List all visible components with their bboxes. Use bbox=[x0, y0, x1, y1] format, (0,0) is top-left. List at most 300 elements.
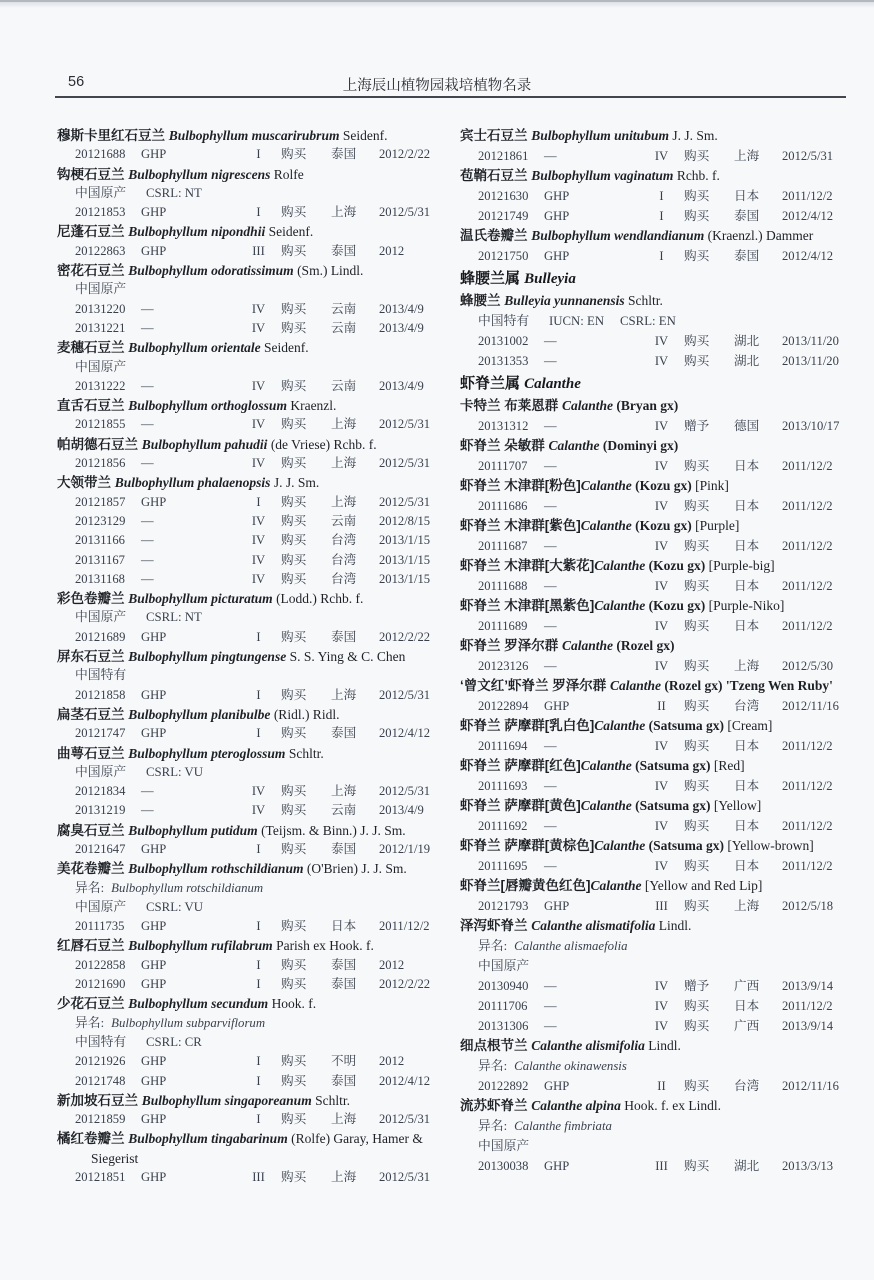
accession-row bbox=[460, 896, 848, 916]
name-chinese: 宾士石豆兰 bbox=[460, 128, 532, 143]
origin-place: 日本 bbox=[734, 539, 760, 553]
source-code: GHP bbox=[544, 899, 570, 913]
acquisition-method: 购买 bbox=[684, 249, 710, 263]
source-code: GHP bbox=[141, 205, 167, 220]
accession-number: 20121793 bbox=[478, 899, 529, 913]
name-author: (Satsuma gx) bbox=[645, 838, 725, 853]
source-code: GHP bbox=[544, 1079, 570, 1093]
accession-number: 20123126 bbox=[478, 659, 529, 673]
grade: I bbox=[659, 209, 664, 223]
origin-place: 泰国 bbox=[331, 243, 357, 258]
acquisition-date: 2012/1/19 bbox=[379, 841, 431, 856]
origin-place: 泰国 bbox=[331, 147, 357, 162]
grade: I bbox=[256, 919, 261, 934]
name-author: (Kozu gx) bbox=[645, 598, 706, 613]
name-chinese: 虾脊兰[唇瓣黄色红色] bbox=[460, 878, 591, 893]
name-chinese: 虾脊兰属 bbox=[460, 375, 525, 392]
species-name bbox=[460, 1036, 848, 1056]
name-author: Rchb. f. bbox=[673, 168, 720, 183]
name-latin: Calanthe bbox=[594, 718, 646, 733]
species-name bbox=[57, 859, 441, 878]
name-author: Rolfe bbox=[270, 166, 304, 182]
acquisition-method: 购买 bbox=[684, 699, 710, 713]
name-chinese: ‘曾文红’虾脊兰 罗泽尔群 bbox=[460, 678, 611, 693]
accession-row bbox=[460, 1156, 848, 1176]
origin-place: 上海 bbox=[331, 687, 357, 702]
source-code: — bbox=[544, 979, 557, 993]
accession-row bbox=[460, 146, 848, 166]
acquisition-date: 2012/4/12 bbox=[379, 1073, 431, 1088]
acquisition-date: 2012/5/31 bbox=[782, 149, 834, 163]
synonym-value: Bulbophyllum subparviflorum bbox=[111, 1015, 266, 1030]
name-latin: Bulleyia bbox=[524, 271, 576, 287]
conservation-code: IUCN: EN bbox=[549, 314, 605, 328]
source-code: GHP bbox=[141, 1112, 167, 1127]
grade: I bbox=[659, 189, 664, 203]
name-latin: Calanthe bbox=[562, 398, 614, 413]
species-entry bbox=[57, 744, 441, 821]
species-name bbox=[57, 705, 441, 724]
acquisition-date: 2012/2/22 bbox=[379, 977, 431, 992]
species-entry bbox=[460, 876, 848, 916]
acquisition-date: 2011/12/2 bbox=[782, 999, 833, 1013]
name-author: (Satsuma gx) bbox=[631, 758, 711, 773]
name-author: J. J. Sm. bbox=[668, 128, 718, 143]
species-name bbox=[57, 126, 441, 145]
accession-row bbox=[460, 536, 848, 556]
species-entry bbox=[57, 859, 441, 936]
source-code: GHP bbox=[544, 249, 570, 263]
synonym-value: Bulbophyllum rotschildianum bbox=[111, 880, 264, 895]
accession-row bbox=[57, 415, 441, 434]
origin-place: 日本 bbox=[734, 619, 760, 633]
grade: I bbox=[256, 1073, 261, 1088]
acquisition-date: 2012 bbox=[379, 243, 405, 258]
species-entry bbox=[460, 476, 848, 516]
source-code: GHP bbox=[141, 243, 167, 258]
grade: I bbox=[256, 977, 261, 992]
source-code: GHP bbox=[141, 629, 167, 644]
acquisition-date: 2012/5/31 bbox=[379, 494, 431, 509]
source-code: GHP bbox=[544, 1159, 570, 1173]
synonym-line bbox=[460, 936, 848, 956]
acquisition-date: 2012/11/16 bbox=[782, 1079, 839, 1093]
name-latin: Bulbophyllum putidum bbox=[128, 822, 258, 838]
accession-row bbox=[57, 975, 441, 994]
origin-place: 湖北 bbox=[734, 334, 760, 348]
synonym-value: Calanthe alismaefolia bbox=[514, 939, 628, 953]
acquisition-method: 购买 bbox=[684, 459, 710, 473]
species-entry bbox=[460, 836, 848, 876]
species-entry bbox=[460, 676, 848, 716]
name-author: Schltr. bbox=[285, 745, 324, 761]
species-entry bbox=[57, 126, 441, 165]
origin-place: 泰国 bbox=[331, 629, 357, 644]
grade: IV bbox=[654, 354, 669, 368]
origin-place: 上海 bbox=[331, 494, 357, 509]
origin-line bbox=[57, 358, 441, 377]
accession-row bbox=[57, 300, 441, 319]
source-code: — bbox=[544, 659, 557, 673]
grade: IV bbox=[251, 301, 266, 316]
source-code: — bbox=[544, 999, 557, 1013]
name-author: [Purple] bbox=[691, 518, 740, 533]
accession-row bbox=[57, 840, 441, 859]
species-entry bbox=[460, 1036, 848, 1096]
name-chinese: 帕胡德石豆兰 bbox=[57, 436, 142, 452]
species-name bbox=[460, 126, 848, 146]
acquisition-date: 2011/12/2 bbox=[782, 579, 833, 593]
acquisition-method: 购买 bbox=[684, 659, 710, 673]
acquisition-date: 2012 bbox=[379, 1054, 405, 1069]
acquisition-method: 购买 bbox=[684, 739, 710, 753]
accession-number: 20121859 bbox=[75, 1112, 126, 1127]
name-author: (Lodd.) Rchb. f. bbox=[272, 591, 364, 607]
accession-row bbox=[57, 531, 441, 550]
grade: IV bbox=[654, 419, 669, 433]
origin-place: 日本 bbox=[734, 859, 760, 873]
origin-place: 日本 bbox=[331, 919, 357, 934]
name-author: (Kozu gx) bbox=[631, 478, 692, 493]
origin-place: 泰国 bbox=[331, 957, 357, 972]
species-name bbox=[460, 1096, 848, 1116]
acquisition-date: 2013/11/20 bbox=[782, 334, 839, 348]
accession-number: 20121851 bbox=[75, 1170, 126, 1185]
name-author: S. S. Ying & C. Chen bbox=[286, 649, 406, 665]
acquisition-date: 2013/1/15 bbox=[379, 571, 431, 586]
acquisition-date: 2012/5/30 bbox=[782, 659, 834, 673]
name-author: [Red] bbox=[710, 758, 745, 773]
accession-row bbox=[460, 996, 848, 1016]
acquisition-method: 购买 bbox=[684, 619, 710, 633]
origin-status: 中国原产 bbox=[75, 185, 127, 200]
species-name bbox=[57, 1129, 441, 1168]
accession-number: 20121855 bbox=[75, 417, 126, 432]
genus-entry bbox=[460, 374, 848, 394]
species-name bbox=[460, 836, 848, 856]
grade: II bbox=[657, 1079, 666, 1093]
origin-place: 云南 bbox=[331, 320, 357, 335]
name-latin: Bulbophyllum phalaenopsis bbox=[114, 475, 271, 491]
acquisition-date: 2013/1/15 bbox=[379, 552, 431, 567]
source-code: — bbox=[544, 819, 557, 833]
origin-line bbox=[57, 608, 441, 627]
acquisition-date: 2011/12/2 bbox=[782, 739, 833, 753]
acquisition-date: 2011/12/2 bbox=[782, 459, 833, 473]
acquisition-date: 2012/8/15 bbox=[379, 513, 431, 528]
name-chinese: 虾脊兰 罗泽尔群 bbox=[460, 638, 563, 653]
acquisition-date: 2011/12/2 bbox=[379, 919, 430, 934]
origin-place: 湖北 bbox=[734, 1159, 760, 1173]
conservation-code: CSRL: NT bbox=[146, 610, 202, 625]
name-latin: Bulbophyllum pahudii bbox=[141, 436, 268, 452]
acquisition-date: 2011/12/2 bbox=[782, 779, 833, 793]
species-name bbox=[460, 716, 848, 736]
accession-row bbox=[460, 976, 848, 996]
origin-status: 中国原产 bbox=[75, 610, 127, 625]
source-code: — bbox=[544, 619, 557, 633]
source-code: GHP bbox=[141, 919, 167, 934]
origin-place: 泰国 bbox=[331, 977, 357, 992]
acquisition-method: 购买 bbox=[684, 499, 710, 513]
origin-line bbox=[57, 280, 441, 299]
acquisition-date: 2012/5/31 bbox=[379, 417, 431, 432]
origin-place: 日本 bbox=[734, 459, 760, 473]
source-code: — bbox=[141, 456, 154, 471]
species-name bbox=[57, 821, 441, 840]
acquisition-date: 2012 bbox=[379, 957, 405, 972]
genus-name bbox=[460, 269, 848, 289]
accession-number: 20122858 bbox=[75, 957, 126, 972]
grade: I bbox=[256, 147, 261, 162]
acquisition-method: 购买 bbox=[281, 147, 307, 162]
acquisition-date: 2013/4/9 bbox=[379, 378, 424, 393]
acquisition-method: 购买 bbox=[684, 334, 710, 348]
acquisition-method: 购买 bbox=[684, 539, 710, 553]
name-chinese: 屏东石豆兰 bbox=[57, 649, 129, 665]
accession-row bbox=[57, 454, 441, 473]
name-author: (O'Brien) J. J. Sm. bbox=[303, 861, 407, 877]
acquisition-method: 购买 bbox=[684, 209, 710, 223]
name-latin: Bulbophyllum tingabarinum bbox=[128, 1131, 288, 1147]
name-latin: Bulbophyllum rothschildianum bbox=[128, 861, 304, 877]
origin-place: 日本 bbox=[734, 579, 760, 593]
name-chinese: 虾脊兰 萨摩群[乳白色] bbox=[460, 718, 595, 733]
accession-row bbox=[57, 377, 441, 396]
acquisition-date: 2012/4/12 bbox=[379, 726, 431, 741]
grade: II bbox=[657, 699, 666, 713]
species-entry bbox=[57, 165, 441, 223]
origin-place: 日本 bbox=[734, 739, 760, 753]
name-latin: Calanthe bbox=[594, 598, 646, 613]
source-code: — bbox=[544, 739, 557, 753]
acquisition-date: 2012/5/31 bbox=[379, 1112, 431, 1127]
acquisition-date: 2012/5/31 bbox=[379, 456, 431, 471]
source-code: — bbox=[141, 301, 154, 316]
name-chinese: 虾脊兰 木津群[大紫花] bbox=[460, 558, 595, 573]
acquisition-method: 购买 bbox=[684, 779, 710, 793]
accession-number: 20122892 bbox=[478, 1079, 529, 1093]
grade: IV bbox=[654, 819, 669, 833]
origin-place: 云南 bbox=[331, 513, 357, 528]
grade: I bbox=[256, 629, 261, 644]
grade: IV bbox=[654, 619, 669, 633]
name-latin: Calanthe bbox=[524, 376, 581, 392]
species-name bbox=[57, 994, 441, 1013]
name-author: (Rozel gx) bbox=[613, 638, 675, 653]
species-name bbox=[57, 338, 441, 357]
source-code: GHP bbox=[141, 977, 167, 992]
acquisition-date: 2012/4/12 bbox=[782, 209, 834, 223]
accession-row bbox=[57, 551, 441, 570]
name-author: J. J. Sm. bbox=[270, 475, 320, 491]
name-chinese: 直舌石豆兰 bbox=[57, 398, 129, 414]
origin-place: 台湾 bbox=[331, 571, 357, 586]
accession-row bbox=[460, 186, 848, 206]
genus-name bbox=[460, 374, 848, 394]
acquisition-method: 购买 bbox=[684, 819, 710, 833]
synonym-label: 异名: bbox=[478, 1119, 508, 1133]
species-name bbox=[57, 744, 441, 763]
origin-place: 台湾 bbox=[734, 1079, 760, 1093]
origin-status: 中国原产 bbox=[75, 359, 127, 374]
origin-place: 云南 bbox=[331, 301, 357, 316]
name-author: (Sm.) Lindl. bbox=[293, 263, 364, 279]
name-latin: Bulbophyllum nipondhii bbox=[128, 224, 266, 240]
origin-line bbox=[57, 1033, 441, 1052]
acquisition-date: 2012/5/31 bbox=[379, 1170, 431, 1185]
species-entry bbox=[460, 796, 848, 836]
accession-row bbox=[460, 1076, 848, 1096]
name-latin: Bulbophyllum pingtungense bbox=[128, 649, 287, 665]
species-entry bbox=[460, 596, 848, 636]
accession-number: 20121689 bbox=[75, 629, 126, 644]
accession-row bbox=[460, 776, 848, 796]
grade: IV bbox=[251, 378, 266, 393]
species-name bbox=[57, 936, 441, 955]
acquisition-method: 购买 bbox=[684, 899, 710, 913]
accession-row bbox=[460, 351, 848, 371]
source-code: GHP bbox=[141, 841, 167, 856]
accession-number: 20111735 bbox=[75, 919, 125, 934]
species-entry bbox=[57, 994, 441, 1090]
grade: IV bbox=[251, 803, 266, 818]
name-author: (Bryan gx) bbox=[613, 398, 679, 413]
species-name bbox=[460, 916, 848, 936]
grade: IV bbox=[654, 1019, 669, 1033]
species-entry bbox=[57, 936, 441, 994]
acquisition-date: 2013/10/17 bbox=[782, 419, 840, 433]
name-latin: Calanthe bbox=[580, 798, 632, 813]
source-code: GHP bbox=[141, 687, 167, 702]
species-entry bbox=[460, 716, 848, 756]
accession-number: 20131306 bbox=[478, 1019, 529, 1033]
acquisition-method: 购买 bbox=[684, 999, 710, 1013]
grade: IV bbox=[251, 417, 266, 432]
species-name bbox=[460, 676, 848, 696]
synonym-value: Calanthe okinawensis bbox=[514, 1059, 627, 1073]
name-author: (Satsuma gx) bbox=[631, 798, 711, 813]
name-chinese: 虾脊兰 萨摩群[黄色] bbox=[460, 798, 581, 813]
acquisition-date: 2011/12/2 bbox=[782, 189, 833, 203]
origin-status: 中国原产 bbox=[75, 899, 127, 914]
accession-number: 20121630 bbox=[478, 189, 529, 203]
accession-number: 20131166 bbox=[75, 533, 125, 548]
name-author: (Teijsm. & Binn.) J. J. Sm. bbox=[257, 822, 406, 838]
accession-row bbox=[460, 416, 848, 436]
accession-number: 20111692 bbox=[478, 819, 528, 833]
name-chinese: 卡特兰 布莱恩群 bbox=[460, 398, 563, 413]
acquisition-method: 购买 bbox=[281, 494, 307, 509]
source-code: GHP bbox=[141, 494, 167, 509]
acquisition-date: 2013/9/14 bbox=[782, 979, 834, 993]
accession-row bbox=[57, 493, 441, 512]
grade: I bbox=[256, 494, 261, 509]
grade: I bbox=[256, 1112, 261, 1127]
acquisition-method: 购买 bbox=[281, 629, 307, 644]
species-entry bbox=[57, 396, 441, 435]
source-code: — bbox=[544, 419, 557, 433]
name-latin: Calanthe bbox=[580, 758, 632, 773]
accession-row bbox=[57, 1072, 441, 1091]
accession-row bbox=[57, 1052, 441, 1071]
acquisition-method: 购买 bbox=[281, 687, 307, 702]
origin-place: 云南 bbox=[331, 803, 357, 818]
name-author: (Kozu gx) bbox=[631, 518, 692, 533]
species-name bbox=[460, 166, 848, 186]
species-name bbox=[460, 226, 848, 246]
species-entry bbox=[460, 1096, 848, 1176]
species-entry bbox=[57, 261, 441, 338]
acquisition-method: 购买 bbox=[281, 726, 307, 741]
species-entry bbox=[57, 589, 441, 647]
name-latin: Bulleyia yunnanensis bbox=[504, 293, 625, 308]
synonym-label: 异名: bbox=[478, 1059, 508, 1073]
accession-number: 20122863 bbox=[75, 243, 126, 258]
source-code: — bbox=[141, 417, 154, 432]
name-author: (Dominyi gx) bbox=[599, 438, 679, 453]
synonym-label: 异名: bbox=[478, 939, 508, 953]
source-code: GHP bbox=[141, 1073, 167, 1088]
species-name bbox=[57, 589, 441, 608]
acquisition-method: 购买 bbox=[281, 301, 307, 316]
name-latin: Calanthe bbox=[562, 638, 614, 653]
name-author: [Purple-big] bbox=[705, 558, 775, 573]
accession-number: 20122894 bbox=[478, 699, 529, 713]
accession-number: 20111706 bbox=[478, 999, 528, 1013]
acquisition-method: 购买 bbox=[281, 513, 307, 528]
source-code: GHP bbox=[544, 699, 570, 713]
running-title: 上海辰山植物园栽培植物名录 bbox=[342, 78, 532, 94]
accession-number: 20121858 bbox=[75, 687, 126, 702]
name-chinese: 温氏卷瓣兰 bbox=[460, 228, 532, 243]
accession-row bbox=[460, 576, 848, 596]
origin-place: 泰国 bbox=[331, 1073, 357, 1088]
name-chinese: 新加坡石豆兰 bbox=[57, 1092, 142, 1108]
origin-place: 日本 bbox=[734, 779, 760, 793]
name-latin: Calanthe bbox=[580, 478, 632, 493]
name-latin: Bulbophyllum nigrescens bbox=[128, 166, 271, 182]
accession-number: 20121749 bbox=[478, 209, 529, 223]
species-name bbox=[460, 796, 848, 816]
accession-row bbox=[460, 616, 848, 636]
name-author: (de Vriese) Rchb. f. bbox=[267, 436, 377, 452]
origin-place: 泰国 bbox=[734, 209, 760, 223]
origin-place: 台湾 bbox=[331, 552, 357, 567]
species-entry bbox=[460, 166, 848, 226]
name-chinese: 虾脊兰 萨摩群[红色] bbox=[460, 758, 581, 773]
name-author: (Rozel gx) 'Tzeng Wen Ruby' bbox=[661, 678, 833, 693]
accession-row bbox=[57, 203, 441, 222]
acquisition-method: 购买 bbox=[684, 1079, 710, 1093]
name-author: [Purple-Niko] bbox=[705, 598, 785, 613]
grade: IV bbox=[654, 979, 669, 993]
accession-row bbox=[57, 242, 441, 261]
accession-number: 20121861 bbox=[478, 149, 529, 163]
accession-number: 20121853 bbox=[75, 205, 126, 220]
name-author: [Yellow-brown] bbox=[724, 838, 814, 853]
accession-row bbox=[57, 956, 441, 975]
accession-number: 20131222 bbox=[75, 378, 126, 393]
origin-status: 中国原产 bbox=[75, 282, 127, 297]
grade: IV bbox=[654, 999, 669, 1013]
origin-place: 日本 bbox=[734, 819, 760, 833]
accession-row bbox=[57, 686, 441, 705]
name-author: [Yellow and Red Lip] bbox=[641, 878, 763, 893]
species-name bbox=[460, 556, 848, 576]
origin-line bbox=[460, 956, 848, 976]
acquisition-date: 2013/4/9 bbox=[379, 320, 424, 335]
